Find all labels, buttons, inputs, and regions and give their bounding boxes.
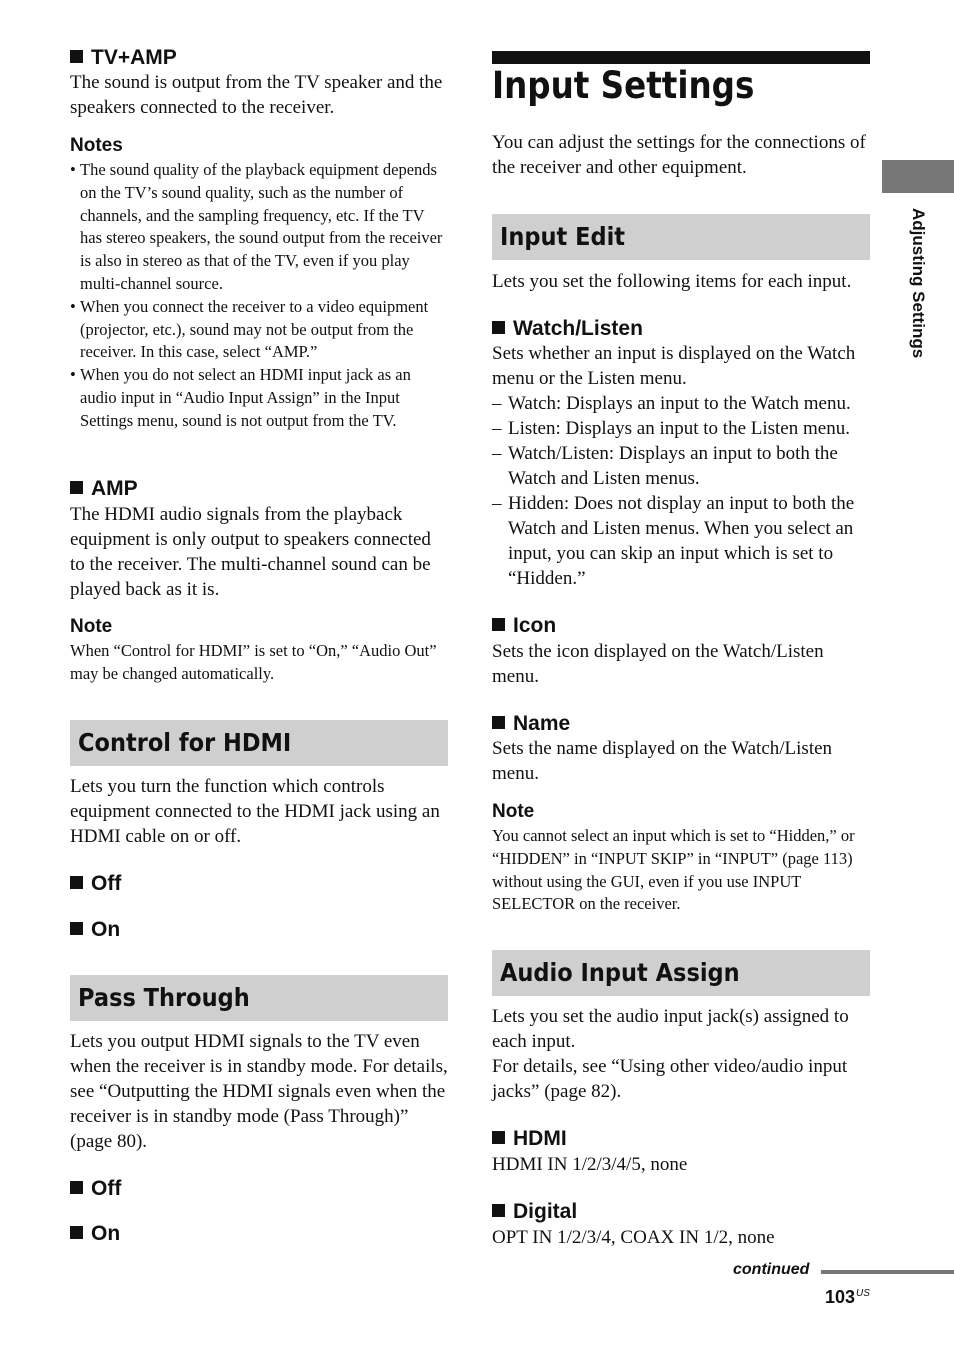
control-for-hdmi-band <box>70 720 448 766</box>
digital-heading: Digital <box>492 1200 577 1224</box>
option-item: – Watch/Listen: Displays an input to both the Watch and Listen menus. <box>492 441 870 491</box>
amp-note-heading: Note <box>70 616 113 637</box>
name-note-heading: Note <box>492 801 535 822</box>
section-heading: Control for HDMI <box>78 728 292 757</box>
audio-text-2: For details, see “Using other video/audio input jacks” (page 82). <box>492 1056 848 1102</box>
pass-through-band <box>70 975 448 1021</box>
square-bullet-icon <box>70 876 83 889</box>
continued-bar <box>821 1270 954 1274</box>
option-item: – Watch: Displays an input to the Watch menu. <box>492 391 870 416</box>
name-text: Sets the name displayed on the Watch/Listen menu. <box>492 738 833 784</box>
square-bullet-icon <box>492 618 505 631</box>
square-bullet-icon <box>70 1181 83 1194</box>
square-bullet-icon <box>492 1131 505 1144</box>
hdmi-text: HDMI IN 1/2/3/4/5, none <box>492 1154 688 1175</box>
watch-listen-heading: Watch/Listen <box>492 317 643 341</box>
watch-listen-options <box>492 391 870 591</box>
notes-heading: Notes <box>70 135 123 156</box>
hdmi-heading: HDMI <box>492 1127 567 1151</box>
option-item: – Hidden: Does not display an input to both the Watch and Listen menus. When you select an input, you can skip an input which is set to “Hidden.” <box>492 491 870 591</box>
name-heading: Name <box>492 712 570 736</box>
section-heading: Input Edit <box>500 222 626 251</box>
digital-text: OPT IN 1/2/3/4, COAX IN 1/2, none <box>492 1227 775 1248</box>
notes-list <box>70 159 450 433</box>
input-edit-band <box>492 214 870 260</box>
pass-on-heading: On <box>70 1222 120 1246</box>
input-edit-text: Lets you set the following items for each input. <box>492 271 852 292</box>
name-note-text: You cannot select an input which is set to “Hidden,” or “HIDDEN” in “INPUT SKIP” in “INPUT” (page 113) without using the GUI, even if you use INPUT SELECTOR on the receiver. <box>492 826 855 914</box>
page-number: $103^{US}$ <box>825 1287 870 1307</box>
amp-heading: AMP <box>70 477 138 501</box>
note-item: • When you do not select an HDMI input jack as an audio input in “Audio Input Assign” in the Input Settings menu, sound is not output from the TV. <box>70 364 450 432</box>
tvamp-heading: TV+AMP <box>70 46 177 70</box>
side-tab-label: Adjusting Settings <box>909 208 928 359</box>
control-off-heading: Off <box>70 872 121 896</box>
section-heading: Pass Through <box>78 983 250 1012</box>
intro-text: You can adjust the settings for the connections of the receiver and other equipment. <box>492 132 866 178</box>
section-tab-marker <box>882 160 954 193</box>
pass-text: Lets you output HDMI signals to the TV even when the receiver is in standby mode. For details, see “Outputting the HDMI signals even when the receiver is in standby mode (Pass Through)” (page 80). <box>70 1031 448 1152</box>
square-bullet-icon <box>492 321 505 334</box>
amp-text: The HDMI audio signals from the playback equipment is only output to speakers connected to the receiver. The multi-channel sound can be played back as it is. <box>70 504 431 600</box>
section-heading: Audio Input Assign <box>500 958 740 987</box>
icon-text: Sets the icon displayed on the Watch/Listen menu. <box>492 641 824 687</box>
pass-off-heading: Off <box>70 1177 121 1201</box>
audio-text-1: Lets you set the audio input jack(s) assigned to each input. <box>492 1006 849 1052</box>
audio-input-assign-band <box>492 950 870 996</box>
square-bullet-icon <box>70 922 83 935</box>
page-suffix: US <box>856 1288 870 1299</box>
option-item: – Listen: Displays an input to the Listen menu. <box>492 416 870 441</box>
control-on-heading: On <box>70 918 120 942</box>
note-item: • The sound quality of the playback equipment depends on the TV’s sound quality, such as the number of channels, and the sampling frequency, etc. If the TV has stereo speakers, the sound output from the receiver is also in stereo as that of the TV, even if you play multi-channel source. <box>70 159 450 296</box>
watch-listen-text: Sets whether an input is displayed on the Watch menu or the Listen menu. <box>492 343 856 389</box>
square-bullet-icon <box>492 1204 505 1217</box>
tvamp-text: The sound is output from the TV speaker and the speakers connected to the receiver. <box>70 72 443 118</box>
control-text: Lets you turn the function which controls equipment connected to the HDMI jack using an HDMI cable on or off. <box>70 776 440 847</box>
square-bullet-icon <box>70 50 83 63</box>
square-bullet-icon <box>70 1226 83 1239</box>
page-title: Input Settings <box>492 64 755 107</box>
square-bullet-icon <box>492 716 505 729</box>
amp-note-text: When “Control for HDMI” is set to “On,” “Audio Out” may be changed automatically. <box>70 641 437 683</box>
icon-heading: Icon <box>492 614 556 638</box>
note-item: • When you connect the receiver to a video equipment (projector, etc.), sound may not be output from the receiver. In this case, select “AMP.” <box>70 296 450 364</box>
square-bullet-icon <box>70 481 83 494</box>
continued-label: continued <box>733 1261 810 1278</box>
